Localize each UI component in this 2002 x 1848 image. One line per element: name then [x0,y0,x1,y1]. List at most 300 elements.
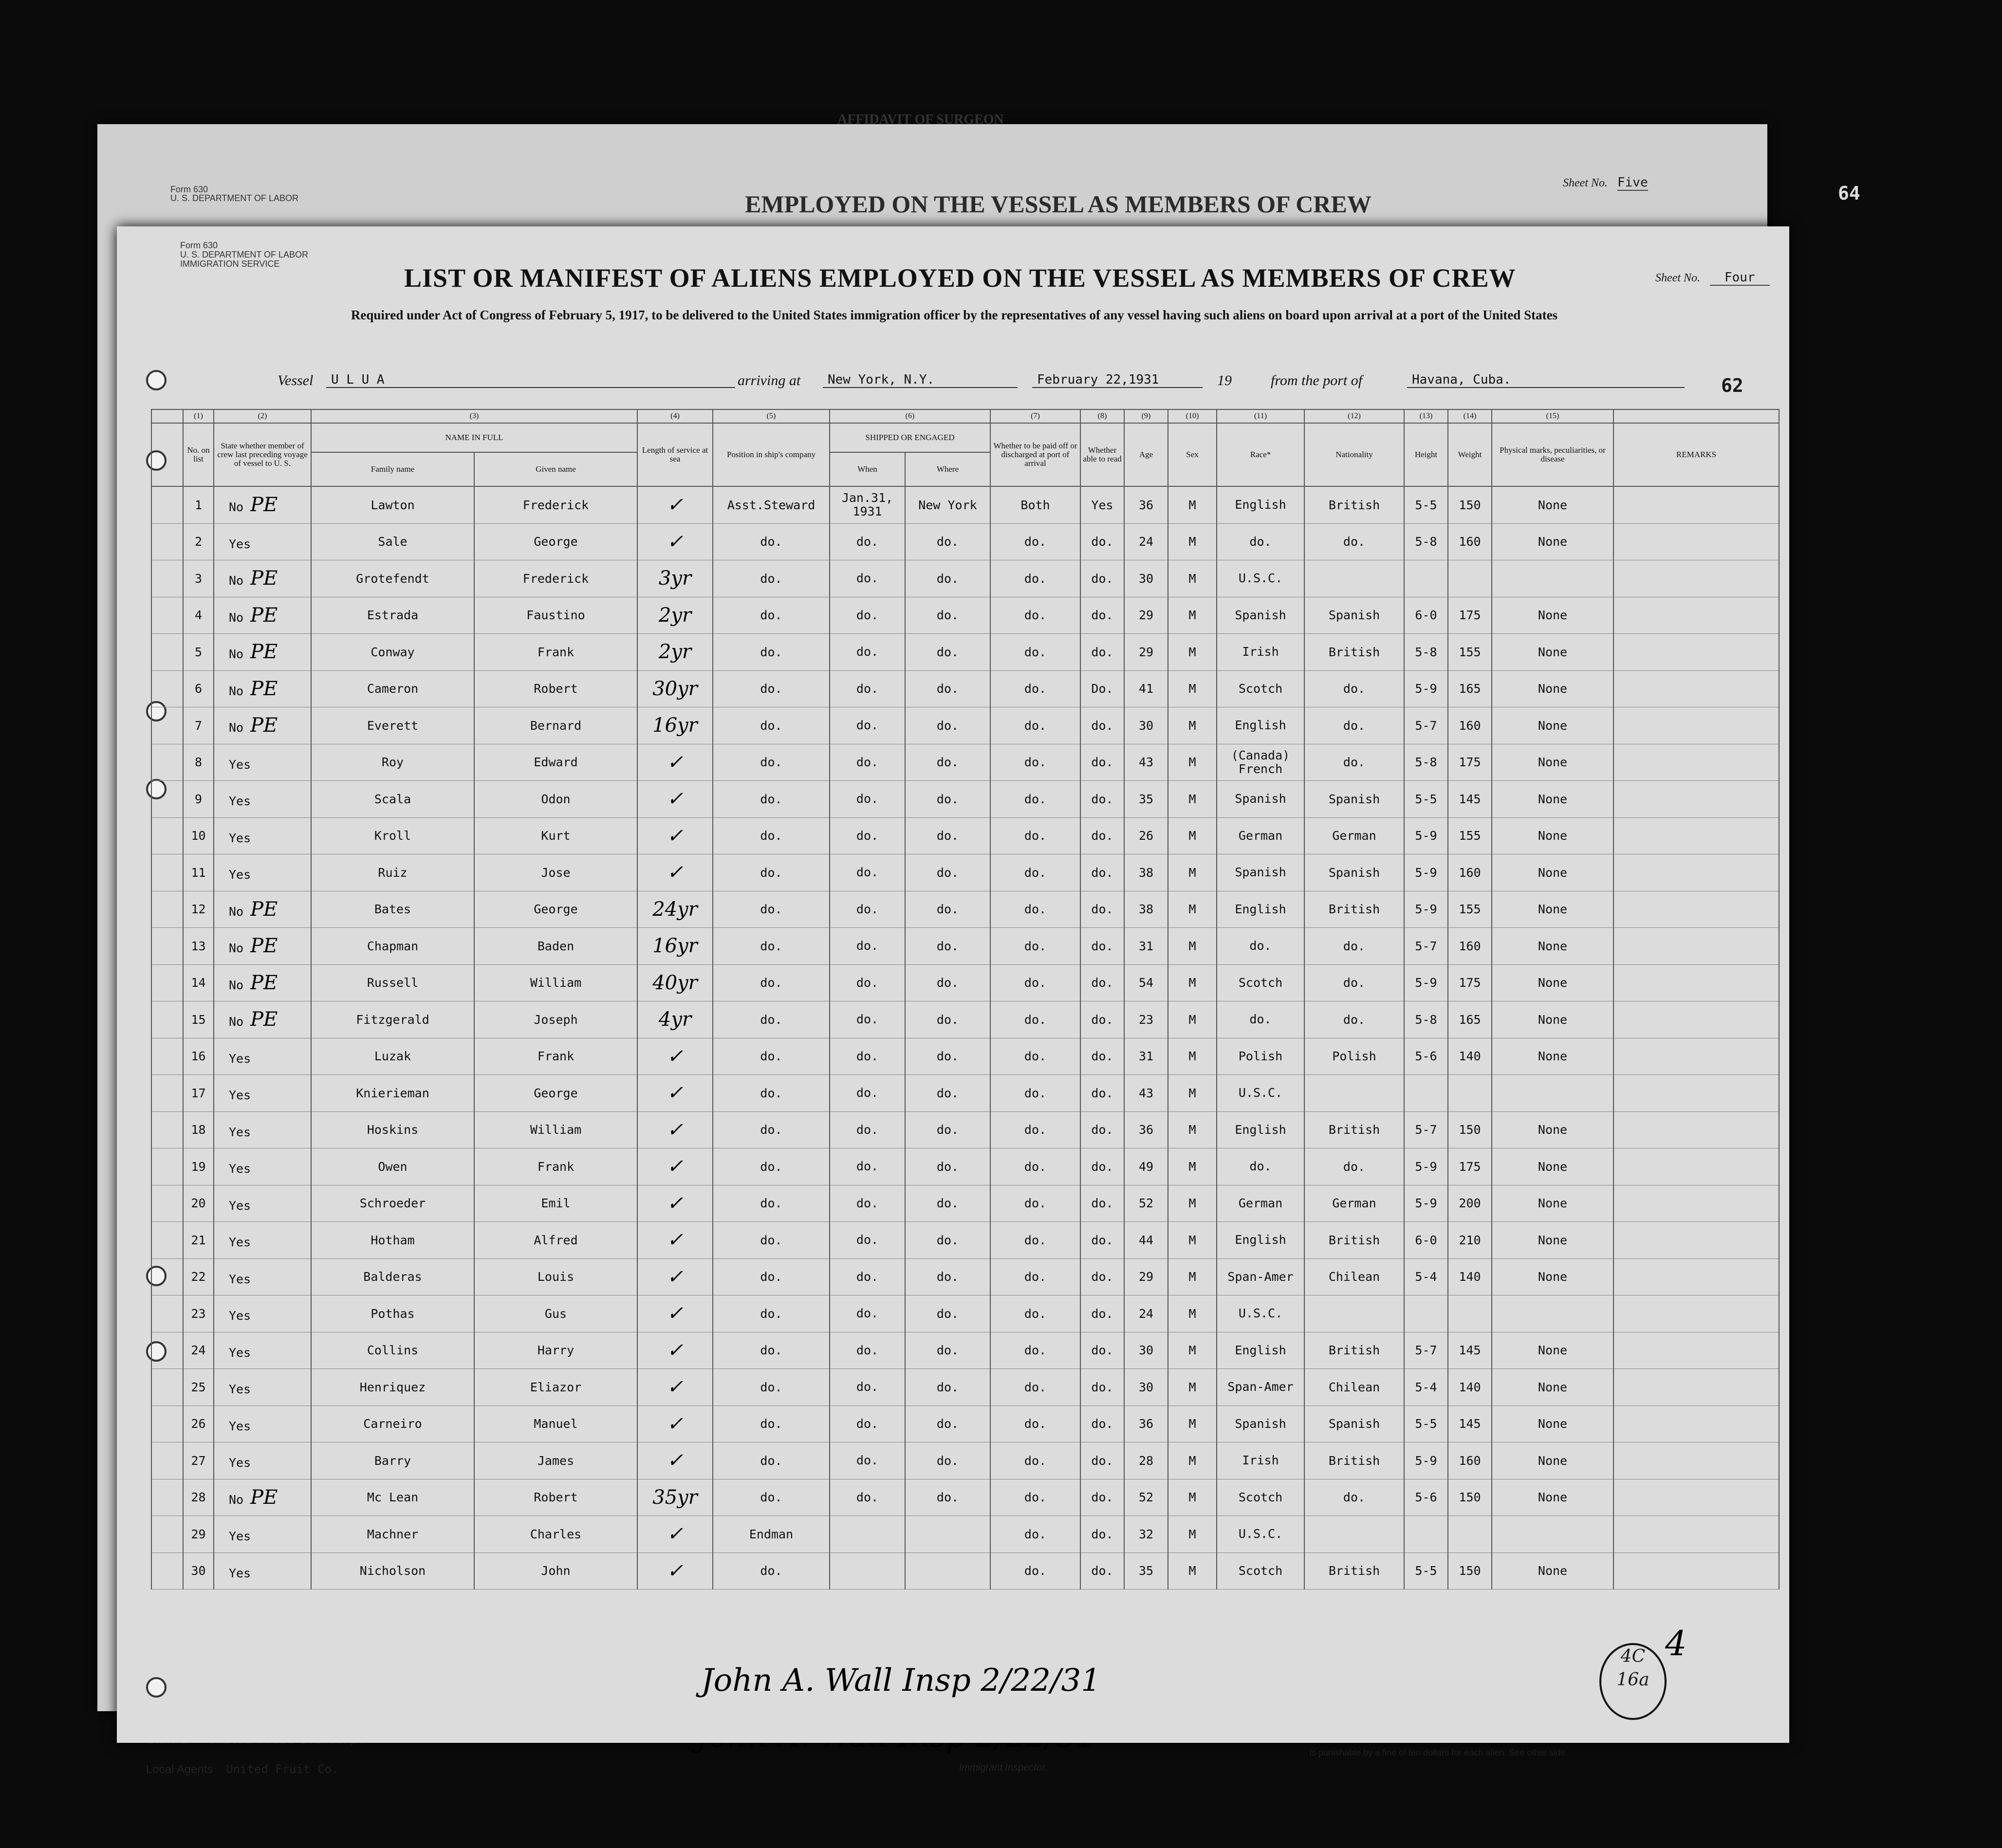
cell-given-name: George [474,523,637,560]
inspector-signature: John A. Wall Insp 2/22/31 [701,1663,1101,1699]
cell-prev-voyage [214,854,311,891]
cell-no: 21 [183,1222,214,1259]
cell-race: do. [1217,928,1304,965]
cell-age: 36 [1124,1111,1168,1148]
prev-voyage-value: Yes [229,831,251,845]
cell-sex: M [1168,1075,1217,1112]
cell-no: 10 [183,817,214,854]
cell-no: 4 [183,597,214,634]
cell-remarks [1613,1148,1779,1185]
cell-family-name: Lawton [311,486,474,523]
cell-service: 4yr [637,1001,713,1038]
cell-physical [1492,1075,1613,1112]
cell-height: 5-8 [1404,1001,1448,1038]
cell-family-name: Russell [311,964,474,1001]
cell-paid-off: do. [990,597,1080,634]
cell-weight: 160 [1448,1442,1492,1479]
cell-height: 5-7 [1404,1332,1448,1369]
cell-paid-off: do. [990,1332,1080,1369]
cell-race: Spanish [1217,1405,1304,1442]
cell-service: ✓ [637,1038,713,1075]
cell-remarks [1613,1479,1779,1516]
cell-family-name: Pothas [311,1295,474,1332]
cell-paid-off: do. [990,523,1080,560]
cell-position: do. [713,964,830,1001]
cell-nationality [1304,1295,1404,1332]
blank [151,781,183,818]
prev-voyage-value: Yes [229,794,251,809]
cell-weight: 160 [1448,854,1492,891]
cell-height: 5-6 [1404,1479,1448,1516]
cell-prev-voyage [214,817,311,854]
cell-position: do. [713,1185,830,1222]
col-physical-marks: Physical marks, peculiarities, or disease [1492,423,1613,486]
cell-age: 29 [1124,597,1168,634]
cell-service: 2yr [637,597,713,634]
blank [151,1552,183,1589]
cell-sex: M [1168,1148,1217,1185]
cell-physical: None [1492,597,1613,634]
blank [151,1295,183,1332]
cell-service: 16yr [637,928,713,965]
cell-family-name: Schroeder [311,1185,474,1222]
table-row [151,1038,1779,1075]
cell-weight [1448,1075,1492,1112]
cell-no: 29 [183,1516,214,1553]
cell-service: ✓ [637,1516,713,1553]
cell-service: ✓ [637,1442,713,1479]
cell-physical: None [1492,1332,1613,1369]
cell-paid-off: do. [990,1222,1080,1259]
cell-height: 5-6 [1404,1038,1448,1075]
cell-family-name: Carneiro [311,1405,474,1442]
cell-sex: M [1168,1038,1217,1075]
cell-where: do. [905,1295,990,1332]
cell-position: do. [713,1001,830,1038]
cell-weight: 175 [1448,597,1492,634]
cell-physical: None [1492,1148,1613,1185]
cell-when: do. [830,523,905,560]
cell-no: 23 [183,1295,214,1332]
cell-given-name: Odon [474,781,637,818]
cell-no: 19 [183,1148,214,1185]
cell-paid-off: do. [990,1369,1080,1406]
cell-read: do. [1080,1479,1124,1516]
cell-when: do. [830,707,905,744]
cell-sex: M [1168,1516,1217,1553]
cell-height: 5-4 [1404,1369,1448,1406]
cell-sex: M [1168,670,1217,707]
cell-paid-off: do. [990,964,1080,1001]
cell-weight: 150 [1448,486,1492,523]
cell-age: 31 [1124,928,1168,965]
prev-voyage-value: Yes [229,1088,251,1103]
prev-voyage-value: Yes [229,1419,251,1433]
cell-height: 5-5 [1404,1405,1448,1442]
cell-family-name: Henriquez [311,1369,474,1406]
cell-given-name: Frank [474,1148,637,1185]
prev-voyage-value: Yes [229,757,251,772]
cell-physical: None [1492,1001,1613,1038]
blank [151,1442,183,1479]
cell-prev-voyage [214,523,311,560]
cell-when: do. [830,891,905,928]
cell-sex: M [1168,928,1217,965]
cell-physical: None [1492,707,1613,744]
prev-voyage-value: No [229,573,244,588]
cell-position: do. [713,1148,830,1185]
prev-voyage-value: Yes [229,536,251,551]
cell-remarks [1613,1038,1779,1075]
blank [151,1332,183,1369]
cell-prev-voyage [214,744,311,781]
cell-service: 2yr [637,634,713,671]
cell-remarks [1613,634,1779,671]
cell-race: do. [1217,1148,1304,1185]
cell-service: ✓ [637,781,713,818]
cell-physical: None [1492,781,1613,818]
blank [151,523,183,560]
cell-family-name: Collins [311,1332,474,1369]
cell-family-name: Hoskins [311,1111,474,1148]
cell-service: ✓ [637,744,713,781]
cell-physical: None [1492,1552,1613,1589]
cell-nationality [1304,1075,1404,1112]
cell-age: 44 [1124,1222,1168,1259]
col-no-on-list: No. on list [183,423,214,486]
cell-prev-voyage [214,670,311,707]
cell-sex: M [1168,1111,1217,1148]
cell-position: do. [713,1552,830,1589]
cell-given-name: Louis [474,1258,637,1295]
cell-paid-off: do. [990,1258,1080,1295]
cell-sex: M [1168,854,1217,891]
cell-remarks [1613,1075,1779,1112]
cell-age: 26 [1124,817,1168,854]
prev-voyage-value: Yes [229,868,251,882]
cell-nationality: British [1304,1442,1404,1479]
cell-prev-voyage [214,1038,311,1075]
table-row [151,854,1779,891]
page-number: 62 [1721,375,1743,396]
cell-sex: M [1168,1001,1217,1038]
cell-no: 13 [183,928,214,965]
cell-where: do. [905,670,990,707]
cell-where: do. [905,1442,990,1479]
cell-service: ✓ [637,1405,713,1442]
prev-voyage-value: Yes [229,1382,251,1397]
cell-position: do. [713,781,830,818]
cell-where: do. [905,1479,990,1516]
cell-weight: 175 [1448,744,1492,781]
cell-no: 11 [183,854,214,891]
cell-weight: 160 [1448,523,1492,560]
prev-voyage-value: No [229,978,244,992]
cell-weight [1448,1295,1492,1332]
cell-family-name: Roy [311,744,474,781]
cell-where: do. [905,964,990,1001]
table-row [151,1001,1779,1038]
cell-nationality: do. [1304,1001,1404,1038]
cell-where: do. [905,817,990,854]
cell-read: do. [1080,781,1124,818]
cell-age: 23 [1124,1001,1168,1038]
blank [151,1258,183,1295]
cell-where: do. [905,1185,990,1222]
col-name-in-full: NAME IN FULL [311,423,637,452]
prev-voyage-value: No [229,647,244,662]
cell-nationality: British [1304,1222,1404,1259]
cell-race: (Canada) French [1217,744,1304,781]
cell-age: 30 [1124,1332,1168,1369]
cell-age: 43 [1124,744,1168,781]
cell-where: do. [905,1332,990,1369]
cell-paid-off: do. [990,1552,1080,1589]
cell-position: Asst.Steward [713,486,830,523]
cell-prev-voyage [214,1148,311,1185]
cell-race: do. [1217,1001,1304,1038]
blank [151,1222,183,1259]
table-row [151,560,1779,597]
cell-where: do. [905,1405,990,1442]
cell-prev-voyage [214,1479,311,1516]
cell-prev-voyage [214,1075,311,1112]
cell-height: 5-9 [1404,964,1448,1001]
cell-weight: 175 [1448,1148,1492,1185]
cell-sex: M [1168,597,1217,634]
cell-physical: None [1492,1479,1613,1516]
cell-prev-voyage [214,1332,311,1369]
cell-height: 5-7 [1404,928,1448,965]
cell-where: do. [905,597,990,634]
cell-prev-voyage [214,560,311,597]
arrival-date: February 22,1931 [1032,372,1203,388]
cell-race: English [1217,1111,1304,1148]
cell-height: 5-9 [1404,1442,1448,1479]
cell-no: 22 [183,1258,214,1295]
cell-nationality: Polish [1304,1038,1404,1075]
cell-paid-off: do. [990,670,1080,707]
stamp-mark: 4C 16a [1599,1643,1667,1720]
cell-paid-off: do. [990,1405,1080,1442]
cell-when: do. [830,1222,905,1259]
cell-family-name: Bates [311,891,474,928]
cell-physical: None [1492,1111,1613,1148]
prev-voyage-value: No [229,904,244,919]
table-row [151,1442,1779,1479]
table-row [151,670,1779,707]
cell-family-name: Hotham [311,1222,474,1259]
cell-height: 5-5 [1404,781,1448,818]
cell-position: Endman [713,1516,830,1553]
cell-height [1404,560,1448,597]
blank [151,1111,183,1148]
cell-read: do. [1080,1038,1124,1075]
cell-paid-off: do. [990,1479,1080,1516]
cell-given-name: Joseph [474,1001,637,1038]
cell-race: German [1217,817,1304,854]
cell-remarks [1613,1185,1779,1222]
blank [151,1001,183,1038]
cell-family-name: Balderas [311,1258,474,1295]
col-given-name: Given name [474,452,637,486]
cell-when: do. [830,1479,905,1516]
page-title: LIST OR MANIFEST OF ALIENS EMPLOYED ON THE VESSEL AS MEMBERS OF CREW [404,263,1516,293]
cell-no: 8 [183,744,214,781]
cell-race: Irish [1217,634,1304,671]
cell-when: do. [830,1185,905,1222]
handwritten-mark: PE [250,1486,278,1509]
cell-race: Scotch [1217,964,1304,1001]
subtitle: Required under Act of Congress of February 5, 1917, to be delivered to the United States immigration officer by the representatives of any vessel having such aliens on board upon arrival at a port of the United States [351,308,1558,322]
cell-nationality: Spanish [1304,1405,1404,1442]
cell-read: do. [1080,1516,1124,1553]
handwritten-mark: PE [250,677,278,700]
cell-no: 17 [183,1075,214,1112]
cell-sex: M [1168,1369,1217,1406]
cell-weight: 165 [1448,670,1492,707]
cell-read: Do. [1080,670,1124,707]
cell-where [905,1552,990,1589]
blank [151,964,183,1001]
cell-height: 5-9 [1404,1148,1448,1185]
cell-family-name: Fitzgerald [311,1001,474,1038]
table-row [151,1222,1779,1259]
handwritten-mark: PE [250,935,278,958]
cell-race: Spanish [1217,854,1304,891]
cell-remarks [1613,964,1779,1001]
cell-sex: M [1168,1479,1217,1516]
cell-weight: 160 [1448,707,1492,744]
cell-height: 6-0 [1404,1222,1448,1259]
cell-read: do. [1080,1295,1124,1332]
cell-family-name: Scala [311,781,474,818]
cell-height: 5-8 [1404,744,1448,781]
cell-where [905,1516,990,1553]
cell-given-name: Frank [474,634,637,671]
cell-no: 3 [183,560,214,597]
cell-where: do. [905,634,990,671]
cell-sex: M [1168,1185,1217,1222]
cell-when: do. [830,1038,905,1075]
cell-given-name: Emil [474,1185,637,1222]
cell-remarks [1613,486,1779,523]
cell-family-name: Nicholson [311,1552,474,1589]
cell-paid-off: do. [990,634,1080,671]
cell-when: do. [830,597,905,634]
cell-read: do. [1080,964,1124,1001]
cell-nationality: do. [1304,964,1404,1001]
table-row [151,817,1779,854]
cell-race: English [1217,891,1304,928]
col-weight: Weight [1448,423,1492,486]
cell-height [1404,1075,1448,1112]
cell-height: 5-4 [1404,1258,1448,1295]
agents-line: Local Agents United Fruit Co. [146,1762,339,1776]
cell-no: 1 [183,486,214,523]
cell-sex: M [1168,817,1217,854]
cell-read: do. [1080,1111,1124,1148]
cell-remarks [1613,744,1779,781]
back-title: EMPLOYED ON THE VESSEL AS MEMBERS OF CREW [745,190,1372,218]
prev-voyage-value: Yes [229,1272,251,1286]
cell-race: Span-Amer [1217,1258,1304,1295]
cell-read: do. [1080,707,1124,744]
cell-age: 38 [1124,891,1168,928]
cell-no: 15 [183,1001,214,1038]
cell-position: do. [713,1332,830,1369]
cell-given-name: George [474,1075,637,1112]
table-row [151,1148,1779,1185]
cell-position: do. [713,523,830,560]
cell-when: do. [830,1075,905,1112]
handwritten-mark: PE [250,1008,278,1031]
table-row [151,707,1779,744]
cell-sex: M [1168,634,1217,671]
cell-nationality: British [1304,1552,1404,1589]
blank [151,1148,183,1185]
cell-service: ✓ [637,1295,713,1332]
cell-age: 35 [1124,781,1168,818]
cell-given-name: Jose [474,854,637,891]
cell-height: 5-9 [1404,891,1448,928]
cell-age: 29 [1124,1258,1168,1295]
cell-position: do. [713,634,830,671]
cell-nationality: British [1304,891,1404,928]
cell-prev-voyage [214,1405,311,1442]
cell-remarks [1613,928,1779,965]
cell-service: ✓ [637,1222,713,1259]
prev-voyage-value: Yes [229,1529,251,1544]
crew-manifest-table [151,409,1780,1589]
col-remarks: REMARKS [1613,423,1779,486]
cell-where: do. [905,928,990,965]
cell-position: do. [713,1405,830,1442]
cell-family-name: Grotefendt [311,560,474,597]
table-row [151,928,1779,965]
cell-when: do. [830,634,905,671]
cell-where: do. [905,1369,990,1406]
blank [151,670,183,707]
prev-voyage-value: Yes [229,1456,251,1470]
col-age: Age [1124,423,1168,486]
cell-when: do. [830,781,905,818]
cell-given-name: Frank [474,1038,637,1075]
cell-race: German [1217,1185,1304,1222]
prev-voyage-value: No [229,1015,244,1029]
cell-read: do. [1080,1222,1124,1259]
cell-nationality: German [1304,1185,1404,1222]
cell-when: do. [830,928,905,965]
cell-weight: 140 [1448,1369,1492,1406]
table-row [151,1075,1779,1112]
cell-sex: M [1168,964,1217,1001]
cell-remarks [1613,560,1779,597]
blank [151,1185,183,1222]
cell-physical: None [1492,1185,1613,1222]
cell-physical: None [1492,744,1613,781]
table-row [151,964,1779,1001]
blank [151,560,183,597]
blank [151,634,183,671]
cell-given-name: Robert [474,670,637,707]
cell-paid-off: do. [990,1295,1080,1332]
cell-weight: 145 [1448,1332,1492,1369]
cell-service: ✓ [637,1552,713,1589]
cell-given-name: Alfred [474,1222,637,1259]
cell-paid-off: do. [990,891,1080,928]
cell-service: ✓ [637,817,713,854]
